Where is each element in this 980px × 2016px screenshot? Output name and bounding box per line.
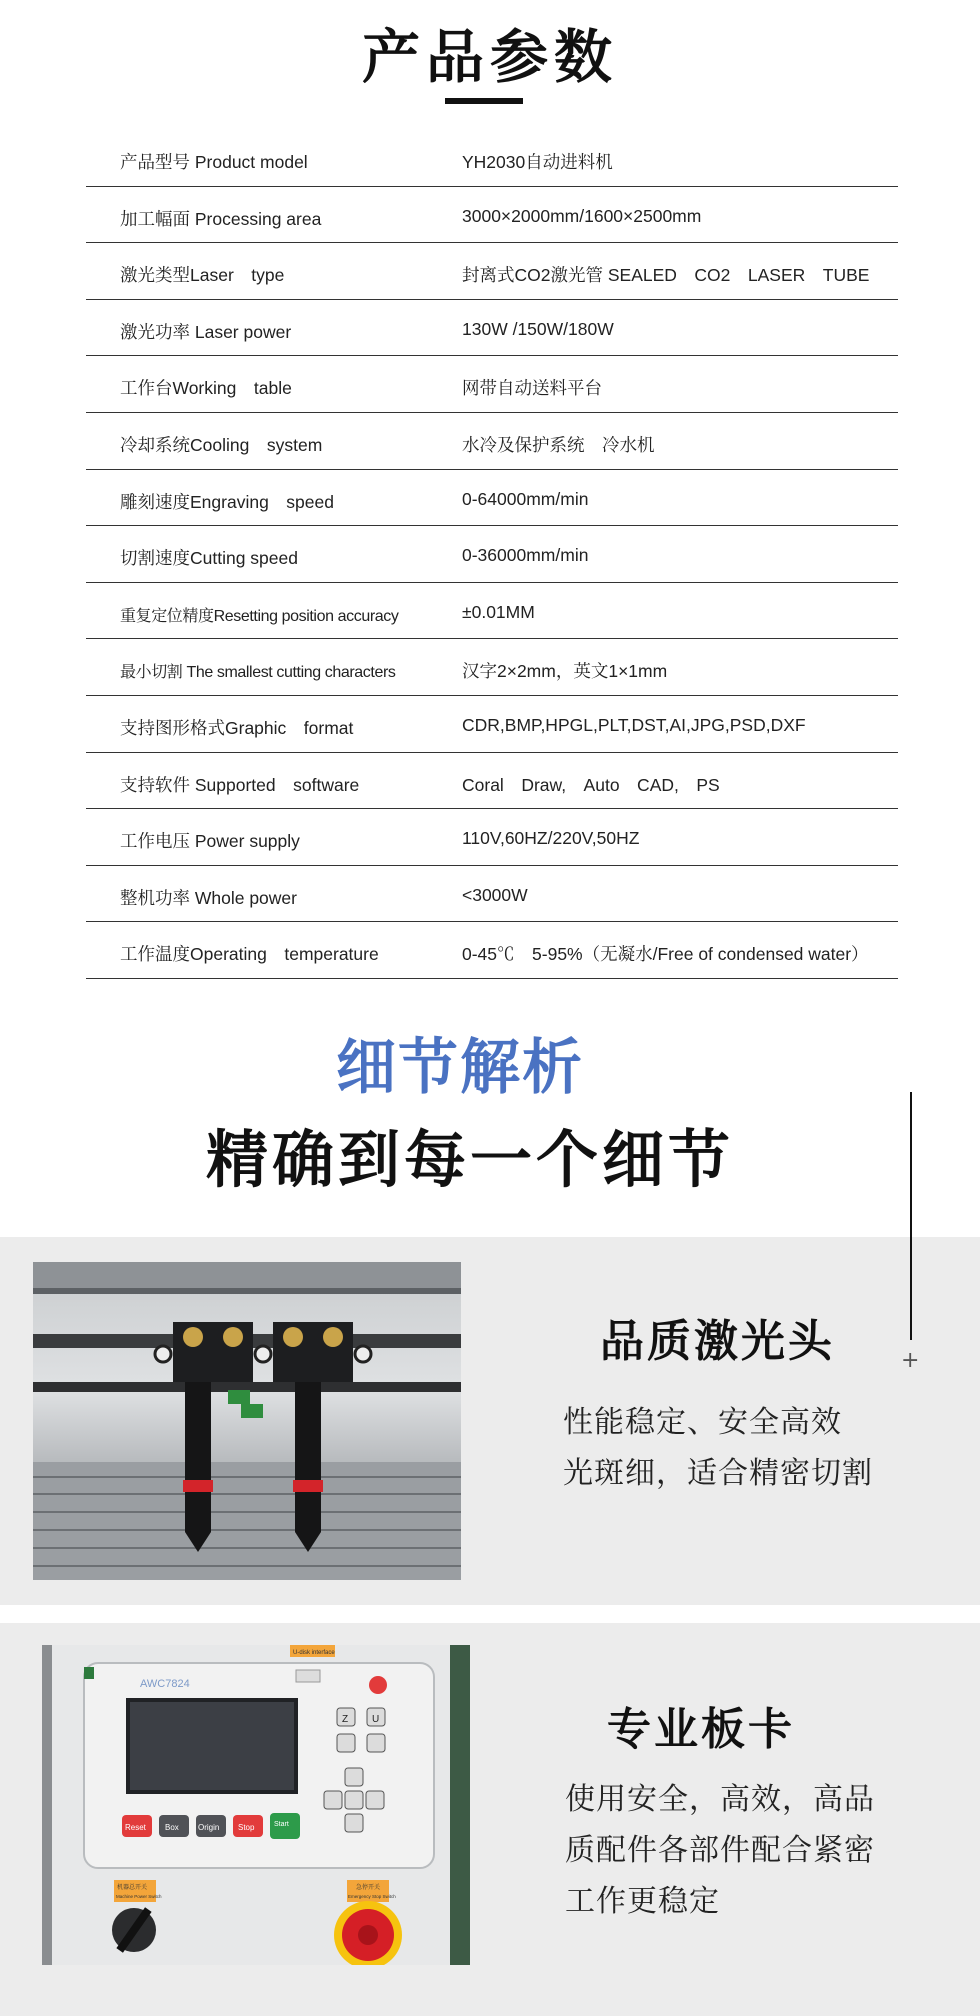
svg-text:Reset: Reset xyxy=(125,1823,146,1832)
feature1-line1: 性能稳定、安全高效 xyxy=(563,1405,842,1440)
spec-row xyxy=(86,413,898,470)
spec-value: 网带自动送料平台 xyxy=(462,378,602,399)
control-buttons xyxy=(122,1813,300,1839)
svg-text:机器总开关: 机器总开关 xyxy=(117,1884,148,1891)
spec-row xyxy=(86,922,898,979)
spec-value: Coral Draw, Auto CAD, PS xyxy=(462,774,720,795)
feature2-line3: 工作更稳定 xyxy=(565,1884,720,1919)
spec-row xyxy=(86,187,898,244)
spec-label: 激光功率 Laser power xyxy=(120,321,292,342)
laser-head-illustration xyxy=(33,1262,461,1580)
title-underline xyxy=(445,98,523,104)
svg-text:Machine Power Switch: Machine Power Switch xyxy=(116,1894,162,1899)
spec-label: 工作电压 Power supply xyxy=(120,831,300,852)
spec-label: 雕刻速度Engraving speed xyxy=(120,491,334,512)
svg-text:急停开关: 急停开关 xyxy=(356,1884,381,1891)
feature2-line2: 质配件各部件配合紧密 xyxy=(565,1833,875,1868)
spec-value: 水冷及保护系统 冷水机 xyxy=(462,434,655,455)
plus-icon: + xyxy=(901,1348,920,1373)
laser-head-photo xyxy=(33,1262,461,1580)
spec-row xyxy=(86,696,898,753)
feature2-title: 专业板卡 xyxy=(607,1704,795,1755)
spec-label: 激光类型Laser type xyxy=(120,265,285,286)
spec-value: 110V,60HZ/220V,50HZ xyxy=(462,828,640,849)
spec-label: 加工幅面 Processing area xyxy=(120,208,322,229)
svg-text:Origin: Origin xyxy=(198,1823,220,1832)
feature1-line2: 光斑细，适合精密切割 xyxy=(563,1456,873,1491)
controller-brand: AWC7824 xyxy=(140,1678,190,1690)
spec-label: 最小切割 The smallest cutting characters xyxy=(120,664,396,682)
spec-value: 0-45℃ 5-95%（无凝水/Free of condensed water） xyxy=(462,944,869,965)
svg-text:U: U xyxy=(372,1714,380,1725)
svg-text:Stop: Stop xyxy=(238,1823,255,1832)
spec-label: 支持图形格式Graphic format xyxy=(120,717,354,738)
spec-table xyxy=(86,130,898,979)
spec-label: 整机功率 Whole power xyxy=(120,887,297,908)
spec-value: 汉字2×2mm，英文1×1mm xyxy=(462,661,668,682)
usb-interface-tag: U-disk interface xyxy=(293,1650,335,1656)
spec-row xyxy=(86,130,898,187)
spec-row xyxy=(86,300,898,357)
spec-value: <3000W xyxy=(462,884,528,905)
control-board-photo xyxy=(42,1645,470,1965)
spec-value: 0-64000mm/min xyxy=(462,488,589,509)
spec-value: CDR,BMP,HPGL,PLT,DST,AI,JPG,PSD,DXF xyxy=(462,714,806,735)
feature2-line1: 使用安全，高效，高品 xyxy=(565,1782,875,1817)
svg-text:Z: Z xyxy=(342,1714,349,1725)
spec-label: 冷却系统Cooling system xyxy=(120,434,323,455)
page-title: 产品参数 xyxy=(361,23,618,91)
spec-value: ±0.01MM xyxy=(462,601,535,622)
spec-value: 130W /150W/180W xyxy=(462,318,614,339)
detail-heading: 细节解析 xyxy=(336,1033,584,1103)
decorative-vertical-line xyxy=(910,1092,912,1340)
spec-row xyxy=(86,753,898,810)
spec-label: 工作温度Operating temperature xyxy=(120,944,379,965)
detail-subheading: 精确到每一个细节 xyxy=(205,1123,734,1196)
spec-label: 支持软件 Supported software xyxy=(120,774,360,795)
spec-value: 0-36000mm/min xyxy=(462,545,589,566)
spec-row xyxy=(86,583,898,640)
spec-label: 工作台Working table xyxy=(120,378,292,399)
spec-value: YH2030自动进料机 xyxy=(462,152,613,172)
spec-row xyxy=(86,526,898,583)
svg-text:Emergency Stop Switch: Emergency Stop Switch xyxy=(348,1894,396,1899)
panel-separator xyxy=(0,1605,980,1623)
spec-row xyxy=(86,243,898,300)
svg-text:Box: Box xyxy=(165,1823,179,1832)
feature1-title: 品质激光头 xyxy=(600,1316,835,1367)
spec-label: 重复定位精度Resetting position accuracy xyxy=(120,607,399,625)
spec-row xyxy=(86,639,898,696)
control-panel-illustration xyxy=(42,1645,470,1965)
spec-row xyxy=(86,470,898,527)
spec-value: 封离式CO2激光管 SEALED CO2 LASER TUBE xyxy=(462,265,870,286)
spec-label: 产品型号 Product model xyxy=(120,152,308,172)
spec-label: 切割速度Cutting speed xyxy=(120,548,298,569)
spec-row xyxy=(86,356,898,413)
spec-row xyxy=(86,809,898,866)
spec-row xyxy=(86,866,898,923)
svg-text:Start: Start xyxy=(274,1821,289,1828)
spec-value: 3000×2000mm/1600×2500mm xyxy=(462,205,702,226)
